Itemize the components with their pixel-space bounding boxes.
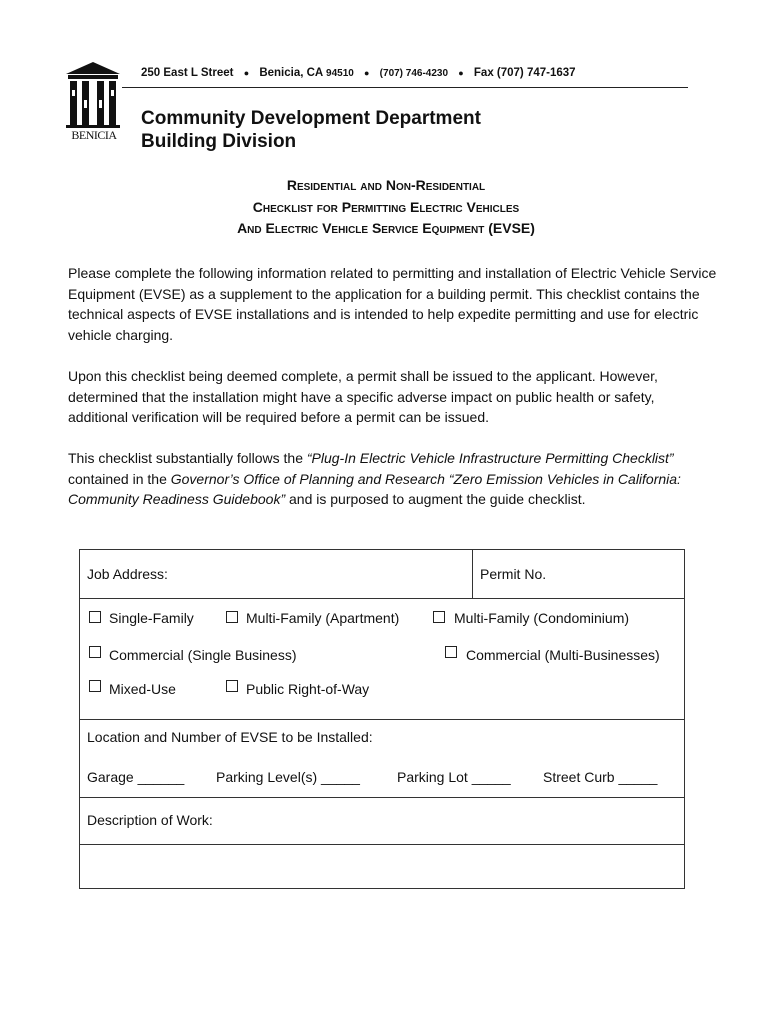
- title-line-1: Residential and Non-Residential: [286, 177, 486, 193]
- checkbox-multi-family-apartment[interactable]: [226, 611, 238, 623]
- division-name: Building Division: [141, 131, 297, 152]
- issuance-paragraph: Upon this checklist being deemed complete, a permit shall be issued to the applicant. However, determined that the installation might have a specific adverse impact on public health or safety, additional verification will be required before a permit can be issued.: [68, 368, 658, 425]
- fax: Fax (707) 747-1637: [473, 67, 576, 79]
- form-rule: [80, 598, 684, 599]
- label-commercial-multi: Commercial (Multi-Businesses): [466, 647, 660, 663]
- label-multi-family-apartment: Multi-Family (Apartment): [246, 610, 400, 626]
- parking-lot-field[interactable]: Parking Lot _____: [397, 769, 511, 785]
- label-mixed-use: Mixed-Use: [109, 681, 176, 697]
- department-name: Community Development Department: [141, 108, 481, 129]
- address-line: [141, 67, 576, 79]
- phone: (707) 746-4230: [379, 68, 449, 79]
- permit-form: [79, 549, 685, 889]
- p3-text-c: and is purposed to augment the guide checklist.: [285, 491, 586, 507]
- label-single-family: Single-Family: [109, 610, 194, 626]
- document-title: [66, 175, 706, 240]
- checkbox-commercial-multi[interactable]: [445, 646, 457, 658]
- form-rule: [80, 719, 684, 720]
- description-input-area[interactable]: [80, 845, 684, 888]
- permit-divider: [472, 550, 473, 598]
- title-line-3a: And Electric Vehicle Service Equipment: [237, 220, 485, 236]
- label-public-row: Public Right-of-Way: [246, 681, 370, 697]
- checkbox-public-row[interactable]: [226, 680, 238, 692]
- street-address: 250 East L Street: [141, 67, 234, 79]
- intro-paragraph: Please complete the following information related to permitting and installation of Electric Vehicle Service Equipment (EVSE) as a supplement to the application for a building permit. This checklist contains the technical aspects of EVSE installations and is intended to help expedite permitting and use for electric vehicle charging.: [68, 265, 717, 343]
- form-rule: [80, 797, 684, 798]
- p3-text-a: This checklist substantially follows the: [68, 450, 307, 466]
- label-multi-family-condo: Multi-Family (Condominium): [454, 610, 630, 626]
- logo-text: BENICIA: [71, 128, 117, 142]
- p3-text-b: contained in the: [68, 470, 171, 487]
- checkbox-mixed-use[interactable]: [89, 680, 101, 692]
- street-curb-field[interactable]: Street Curb _____: [543, 769, 658, 785]
- description-label: Description of Work:: [87, 812, 213, 828]
- zip: 94510: [326, 68, 354, 79]
- title-line-3b: (EVSE): [488, 220, 535, 236]
- checkbox-commercial-single[interactable]: [89, 646, 101, 658]
- label-commercial-single: Commercial (Single Business): [109, 647, 297, 663]
- p3-citation-2: Governor’s Office of Planning and Research “Zero Emission Vehicles in California: Community Readiness Guidebook”: [68, 470, 681, 507]
- job-address-label: Job Address:: [87, 566, 168, 582]
- garage-field[interactable]: Garage ______: [87, 769, 185, 785]
- reference-paragraph: [68, 448, 718, 510]
- location-label: Location and Number of EVSE to be Installed:: [87, 729, 373, 745]
- parking-level-field[interactable]: Parking Level(s) _____: [216, 769, 360, 785]
- header-rule: [122, 87, 688, 88]
- department-heading: [141, 107, 481, 153]
- p3-citation-1: “Plug-In Electric Vehicle Infrastructure Permitting Checklist”: [306, 450, 674, 466]
- city: Benicia, CA: [259, 67, 323, 79]
- title-line-3: [66, 218, 706, 240]
- separator-dot: ●: [458, 68, 464, 78]
- separator-dot: ●: [364, 68, 370, 78]
- checkbox-multi-family-condo[interactable]: [433, 611, 445, 623]
- permit-no-label: Permit No.: [480, 566, 547, 582]
- title-line-2: Checklist for Permitting Electric Vehicles: [252, 198, 520, 215]
- separator-dot: ●: [243, 68, 250, 78]
- checkbox-single-family[interactable]: [89, 611, 101, 623]
